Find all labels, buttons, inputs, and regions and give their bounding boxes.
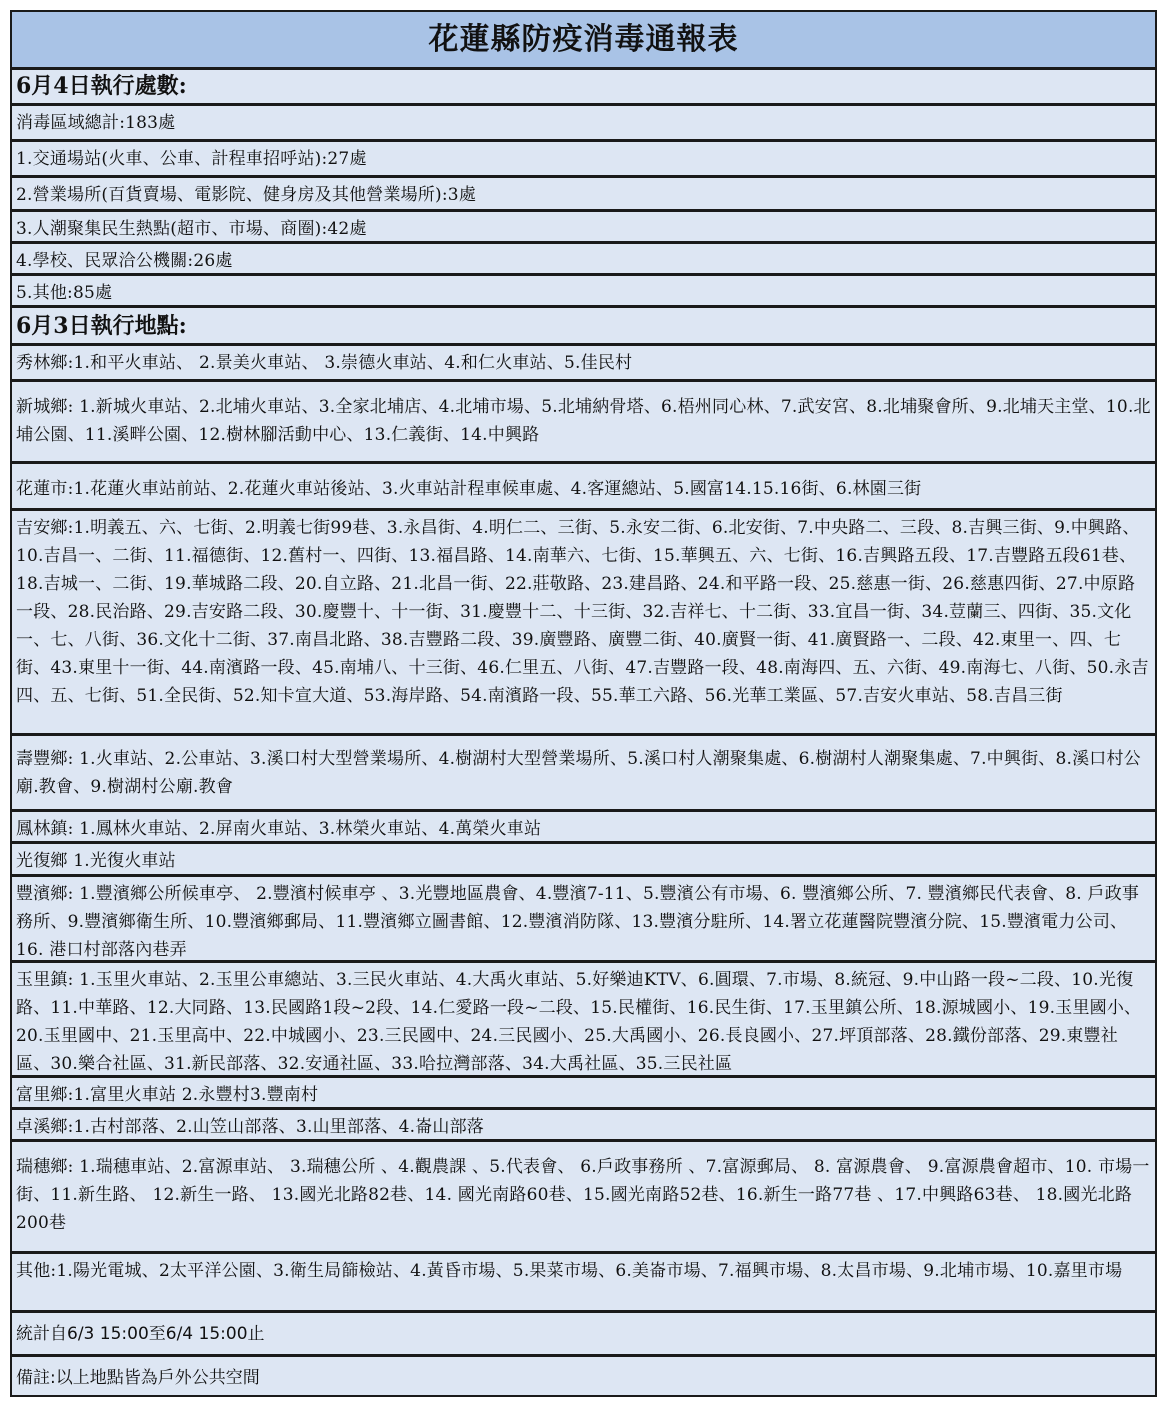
count-row-total: 消毒區域總計:183處 [12,106,1155,142]
count-row-school: 4.學校、民眾洽公機關:26處 [12,244,1155,276]
count-row-transport: 1.交通場站(火車、公車、計程車招呼站):27處 [12,142,1155,178]
location-row-jian: 吉安鄉:1.明義五、六、七街、2.明義七街99巷、3.永昌街、4.明仁二、三街、5.永安二街、6.北安街、7.中央路二、三段、8.吉興三街、9.中興路、10.吉昌一、二街、11.福德街、12.舊村一、四街、13.福昌路、14.南華六、七街、15.華興五、六、七街、16.吉興路五段、17.吉豐路五段61巷、18.吉城一、二街、19.華城路二段、20.自立路、21.北昌一街、22.莊敬路、23.建昌路、24.和平路一段、25.慈惠一街、26.慈惠四街、27.中原路一段、28.民治路、29.吉安路二段、30.慶豐十、十一街、31.慶豐十二、十三街、32.吉祥七、十二街、33.宜昌一街、34.荳蘭三、四街、35.文化一、七、八街、36.文化十二街、37.南昌北路、38.吉豐路二段、39.廣豐路、廣豐二街、40.廣賢一街、41.廣賢路一、二段、42.東里一、四、七街、43.東里十一街、44.南濱路一段、45.南埔八、十三街、46.仁里五、八街、47.吉豐路一段、48.南海四、五、六街、49.南海七、八街、50.永吉四、五、七街、51.全民街、52.知卡宣大道、53.海岸路、54.南濱路一段、55.華工六路、56.光華工業區、57.吉安火車站、58.吉昌三街 [12,511,1155,736]
location-row-zhuoxi: 卓溪鄉:1.古村部落、2.山笠山部落、3.山里部落、4.崙山部落 [12,1110,1155,1142]
stat-period: 統計自6/3 15:00至6/4 15:00止 [12,1313,1155,1357]
count-row-other: 5.其他:85處 [12,276,1155,308]
section-header-counts: 6月4日執行處數: [12,70,1155,106]
location-row-fengbin: 豐濱鄉: 1.豐濱鄉公所候車亭、 2.豐濱村候車亭 、3.光豐地區農會、4.豐濱7-11、5.豐濱公有市場、6. 豐濱鄉公所、7. 豐濱鄉民代表會、8. 戶政事務所、9.豐濱鄉衛生所、10.豐濱鄉郵局、11.豐濱鄉立圖書館、12.豐濱消防隊、13.豐濱分駐所、14.署立花蓮醫院豐濱分院、15.豐濱電力公司、16. 港口村部落內巷弄 [12,877,1155,963]
location-row-other: 其他:1.陽光電城、2太平洋公園、3.衛生局篩檢站、4.黃昏市場、5.果菜市場、6.美崙市場、7.福興市場、8.太昌市場、9.北埔市場、10.嘉里市場 [12,1254,1155,1313]
location-row-xiulin: 秀林鄉:1.和平火車站、 2.景美火車站、 3.崇德火車站、4.和仁火車站、5.佳民村 [12,346,1155,382]
report-table [10,10,1157,1397]
report-title: 花蓮縣防疫消毒通報表 [12,12,1155,70]
location-row-fuli: 富里鄉:1.富里火車站 2.永豐村3.豐南村 [12,1078,1155,1110]
location-row-fenglin: 鳳林鎮: 1.鳳林火車站、2.屏南火車站、3.林榮火車站、4.萬榮火車站 [12,812,1155,844]
section-header-locations: 6月3日執行地點: [12,308,1155,346]
location-row-xincheng: 新城鄉: 1.新城火車站、2.北埔火車站、3.全家北埔店、4.北埔市場、5.北埔納骨塔、6.梧州同心林、7.武安宮、8.北埔聚會所、9.北埔天主堂、10.北埔公園、11.溪畔公園、12.樹林腳活動中心、13.仁義街、14.中興路 [12,382,1155,464]
location-row-shoufeng: 壽豐鄉: 1.火車站、2.公車站、3.溪口村大型營業場所、4.樹湖村大型營業場所、5.溪口村人潮聚集處、6.樹湖村人潮聚集處、7.中興街、8.溪口村公廟.教會、9.樹湖村公廟.教會 [12,736,1155,812]
location-row-ruisui: 瑞穗鄉: 1.瑞穗車站、2.富源車站、 3.瑞穗公所 、4.觀農課 、5.代表會、 6.戶政事務所 、7.富源郵局、 8. 富源農會、 9.富源農會超市、10. 市場一街、11.新生路、 12.新生一路、 13.國光北路82巷、14. 國光南路60巷、15.國光南路52巷、16.新生一路77巷 、17.中興路63巷、 18.國光北路200巷 [12,1142,1155,1254]
location-row-hualien-city: 花蓮市:1.花蓮火車站前站、2.花蓮火車站後站、3.火車站計程車候車處、4.客運總站、5.國富14.15.16街、6.林園三街 [12,464,1155,511]
count-row-crowd: 3.人潮聚集民生熱點(超市、市場、商圈):42處 [12,212,1155,244]
location-row-yuli: 玉里鎮: 1.玉里火車站、2.玉里公車總站、3.三民火車站、4.大禹火車站、5.好樂迪KTV、6.圓環、7.市場、8.統冠、9.中山路一段~二段、10.光復路、11.中華路、12.大同路、13.民國路1段~2段、14.仁愛路一段~二段、15.民權街、16.民生街、17.玉里鎮公所、18.源城國小、19.玉里國小、20.玉里國中、21.玉里高中、22.中城國小、23.三民國中、24.三民國小、25.大禹國小、26.長良國小、27.坪頂部落、28.鐵份部落、29.東豐社區、30.樂合社區、31.新民部落、32.安通社區、33.哈拉灣部落、34.大禹社區、35.三民社區 [12,963,1155,1078]
location-row-guangfu: 光復鄉 1.光復火車站 [12,844,1155,877]
count-row-business: 2.營業場所(百貨賣場、電影院、健身房及其他營業場所):3處 [12,178,1155,212]
remark-note: 備註:以上地點皆為戶外公共空間 [12,1357,1155,1397]
